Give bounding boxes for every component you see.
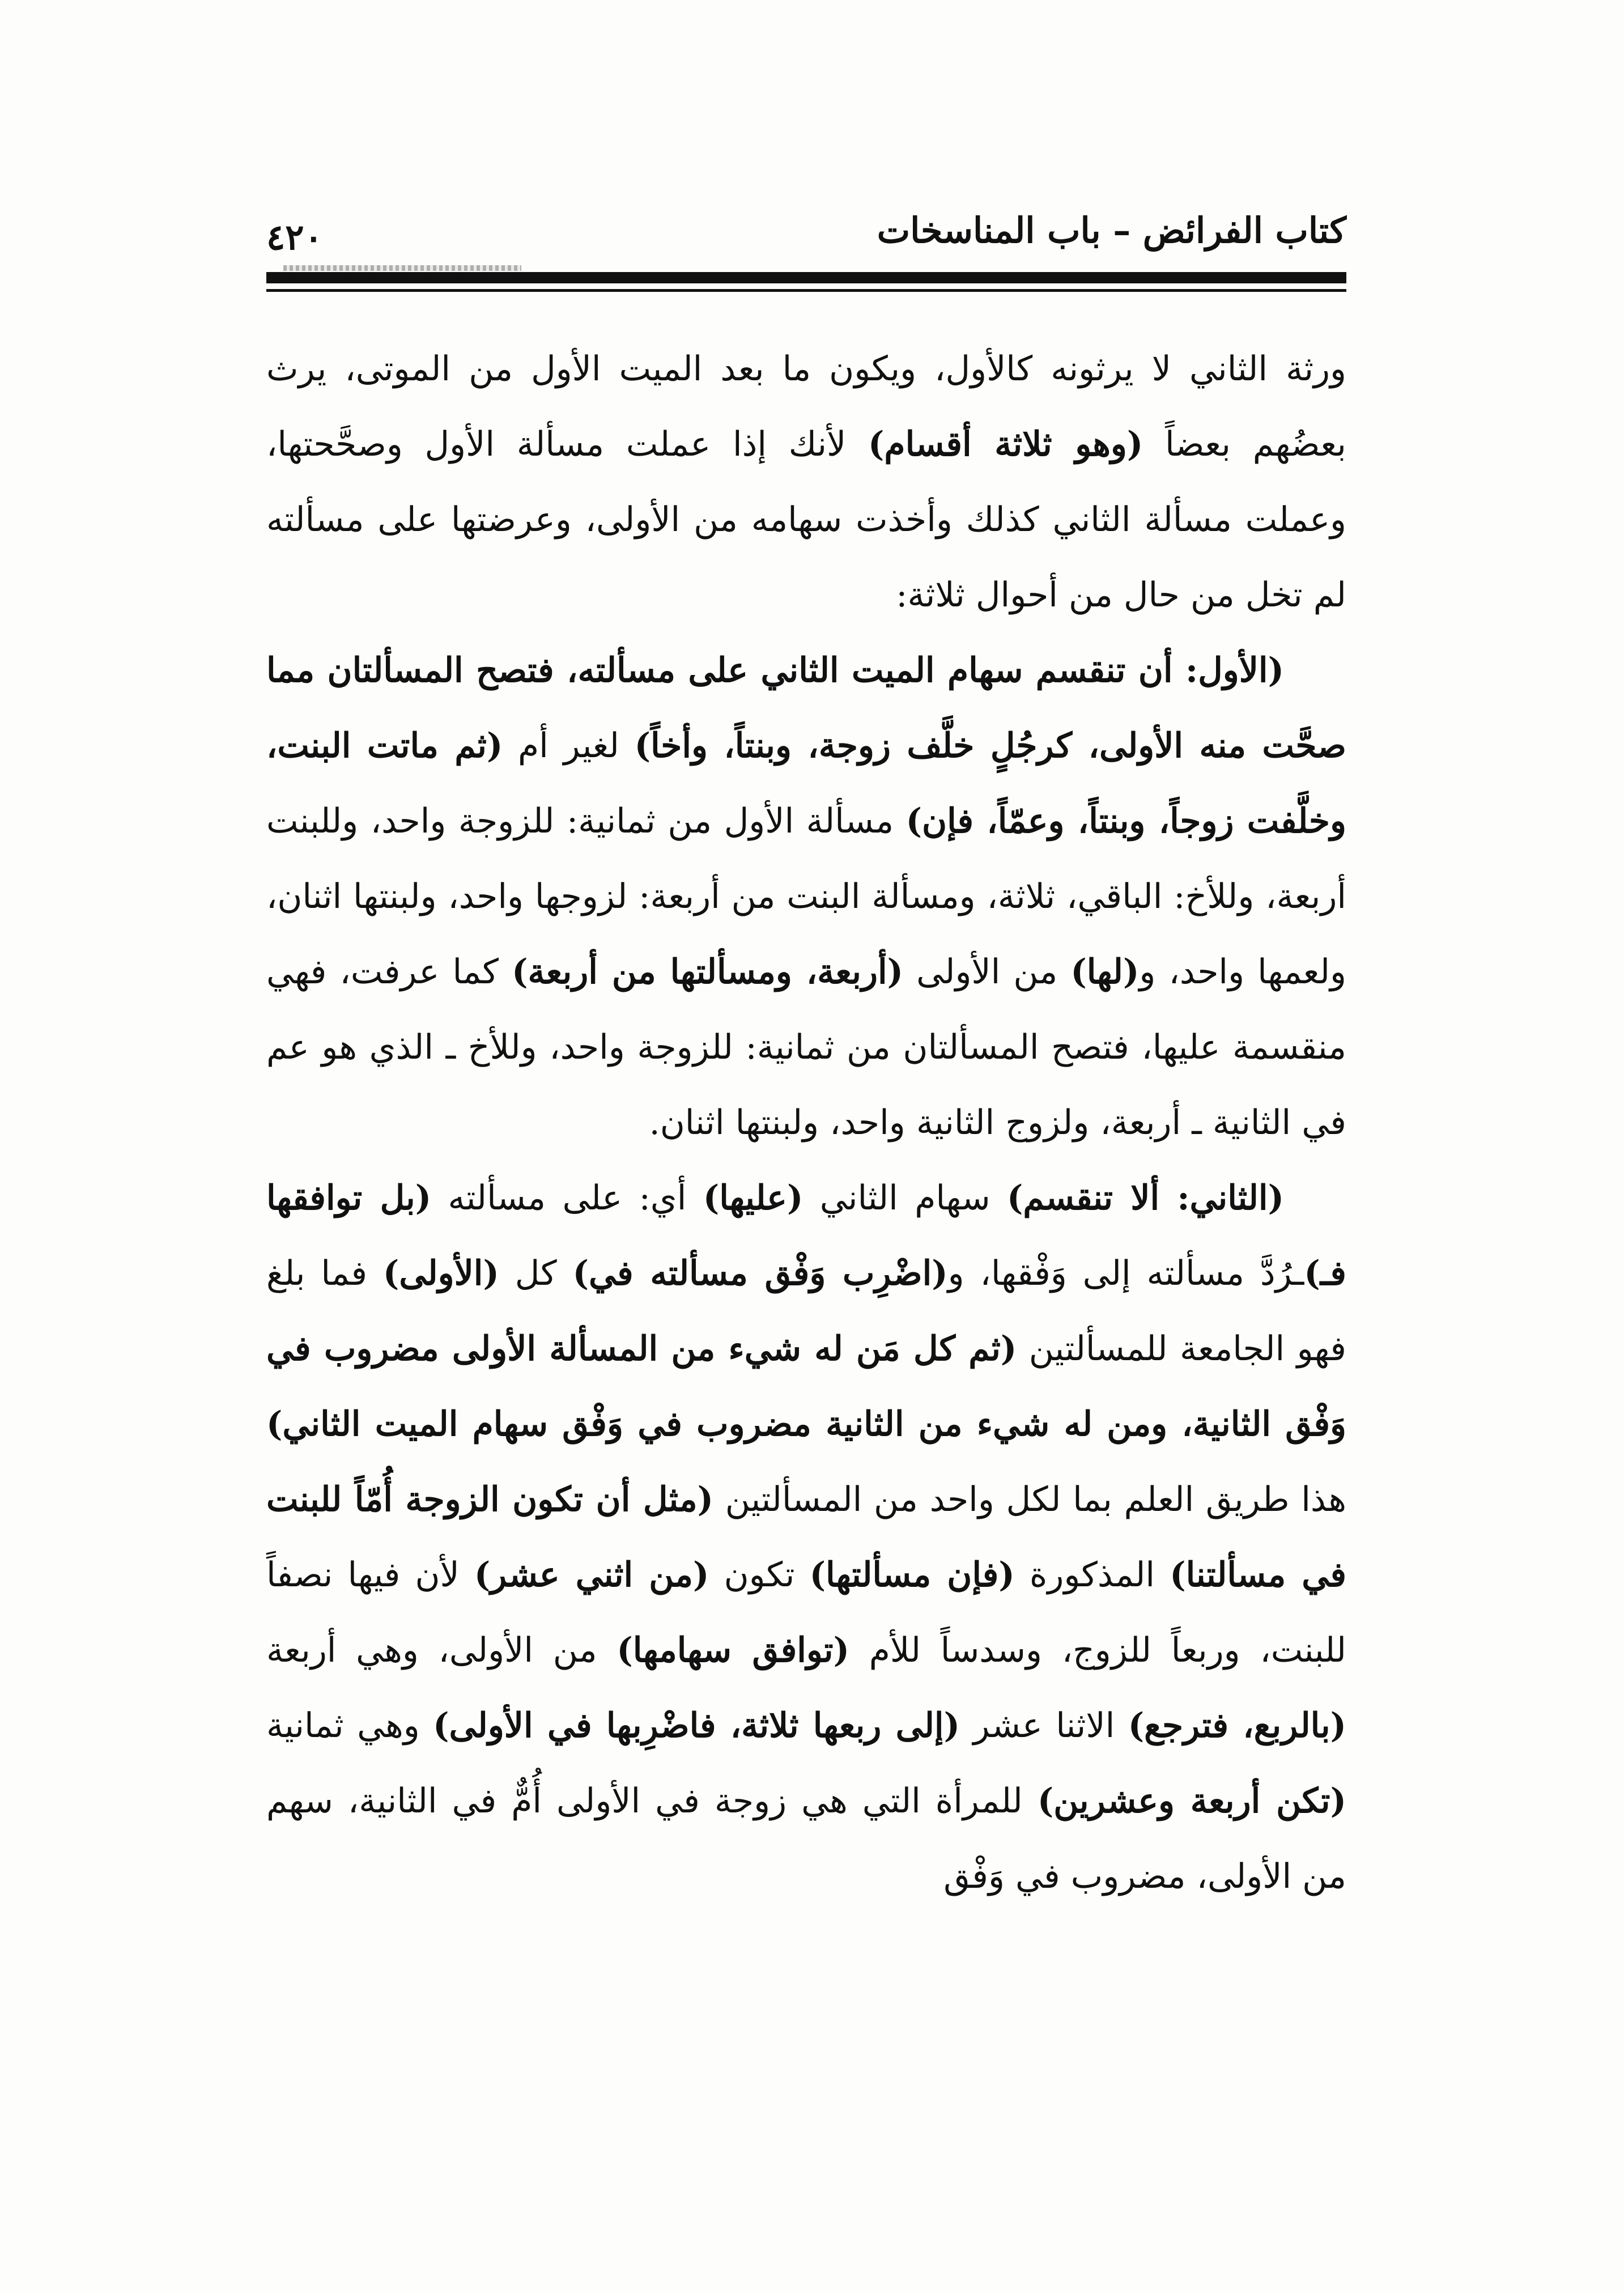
commentary-text: للمرأة التي هي زوجة في الأولى أُمٌّ في الثانية، سهم من الأولى، مضروب في وَفْق (266, 1781, 1346, 1896)
commentary-text: لأنك إذا عملت مسألة الأول وصحَّحتها، وعملت مسألة الثاني كذلك وأخذت سهامه من الأولى، وعرضتها على مسألته لم تخل من حال من أحوال ثلاثة: (266, 424, 1346, 615)
header-rule-thick (266, 272, 1346, 283)
commentary-text: لأن فيها نصفاً للبنت، وربعاً للزوج، وسدساً للأم (266, 1555, 1346, 1670)
bold-matn-text: (تكن أربعة وعشرين) (1037, 1781, 1346, 1821)
body-text (266, 332, 1346, 1914)
bold-matn-text: (الثاني: ألا تنقسم) (1007, 1178, 1284, 1218)
commentary-text: فما بلغ فهو الجامعة للمسألتين (266, 1254, 1346, 1369)
bold-matn-text: (أربعة، ومسألتها من أربعة) (512, 952, 904, 992)
commentary-text: أي: على مسألته (431, 1178, 703, 1218)
bold-matn-text: (توافق سهامها) (617, 1630, 850, 1670)
bold-matn-text: (ثم ماتت البنت، وخلَّفت زوجاً، وبنتاً، وعمّاً، فإن) (266, 726, 1346, 841)
bold-matn-text: (إلى ربعها ثلاثة، فاضْرِبها في الأولى) (433, 1706, 960, 1746)
commentary-text: من الأولى (903, 952, 1071, 992)
header-rule-texture (283, 265, 521, 271)
commentary-text: كما عرفت، فهي منقسمة عليها، فتصح المسألتان من ثمانية: للزوجة واحد، وللأخ ـ الذي هو عم في الثانية ـ أربعة، ولزوج الثانية واحد، ولبنتها اثنان. (266, 952, 1346, 1143)
commentary-text: لغير أم (503, 726, 635, 766)
paragraph-first-case (266, 633, 1346, 1161)
commentary-text: من الأولى، وهي أربعة (266, 1630, 617, 1670)
bold-matn-text: (مثل أن تكون الزوجة أُمّاً للبنت في مسألتنا) (266, 1480, 1346, 1595)
commentary-text: ـرُدَّ مسألته إلى وَفْقها، و (947, 1254, 1304, 1293)
bold-matn-text: (عليها) (703, 1178, 804, 1218)
commentary-text: مسألة الأول من ثمانية: للزوجة واحد، وللبنت أربعة، وللأخ: الباقي، ثلاثة، ومسألة البنت من أربعة: لزوجها واحد، ولبنتها اثنان، ولعمها واحد، و (266, 801, 1346, 992)
paragraph-second-case (266, 1161, 1346, 1914)
bold-matn-text: (بالربع، فترجع) (1128, 1706, 1347, 1746)
bold-matn-text: (الأولى) (382, 1254, 499, 1293)
bold-matn-text: (من اثني عشر) (474, 1555, 709, 1595)
running-title: كتاب الفرائض – باب المناسخات (877, 210, 1346, 251)
commentary-text: المذكورة (1014, 1555, 1170, 1595)
commentary-text: ورثة الثاني لا يرثونه كالأول، ويكون ما بعد الميت الأول من الموتى، يرث بعضُهم بعضاً (266, 349, 1346, 464)
bold-matn-text: (اضْرِب وَفْق مسألته في) (572, 1254, 948, 1293)
commentary-text: تكون (709, 1555, 810, 1595)
bold-matn-text: (بل توافقها فـ) (266, 1178, 1346, 1293)
commentary-text: كل (499, 1254, 573, 1293)
bold-matn-text: (فإن مسألتها) (809, 1555, 1015, 1595)
bold-matn-text: (لها) (1070, 952, 1140, 992)
commentary-text: سهام الثاني (803, 1178, 1007, 1218)
page-header (266, 204, 1346, 266)
paragraph-continuation (266, 332, 1346, 633)
bold-matn-text: (الأول: أن تنقسم سهام الميت الثاني على مسألته، فتصح المسألتان مما صحَّت منه الأولى، كرجُلٍ خلَّف زوجة، وبنتاً، وأخاً) (266, 651, 1346, 766)
bold-matn-text: (ثم كل مَن له شيء من المسألة الأولى مضروب في وَفْق الثانية، ومن له شيء من الثانية مضروب في وَفْق سهام الميت الثاني) (266, 1329, 1346, 1444)
bold-matn-text: (وهو ثلاثة أقسام) (868, 424, 1143, 464)
header-rule-thin (266, 289, 1346, 292)
commentary-text: الاثنا عشر (959, 1706, 1128, 1746)
commentary-text: وهي ثمانية (266, 1706, 433, 1746)
page-number: ٤٢٠ (266, 216, 323, 258)
commentary-text: هذا طريق العلم بما لكل واحد من المسألتين (713, 1480, 1346, 1519)
